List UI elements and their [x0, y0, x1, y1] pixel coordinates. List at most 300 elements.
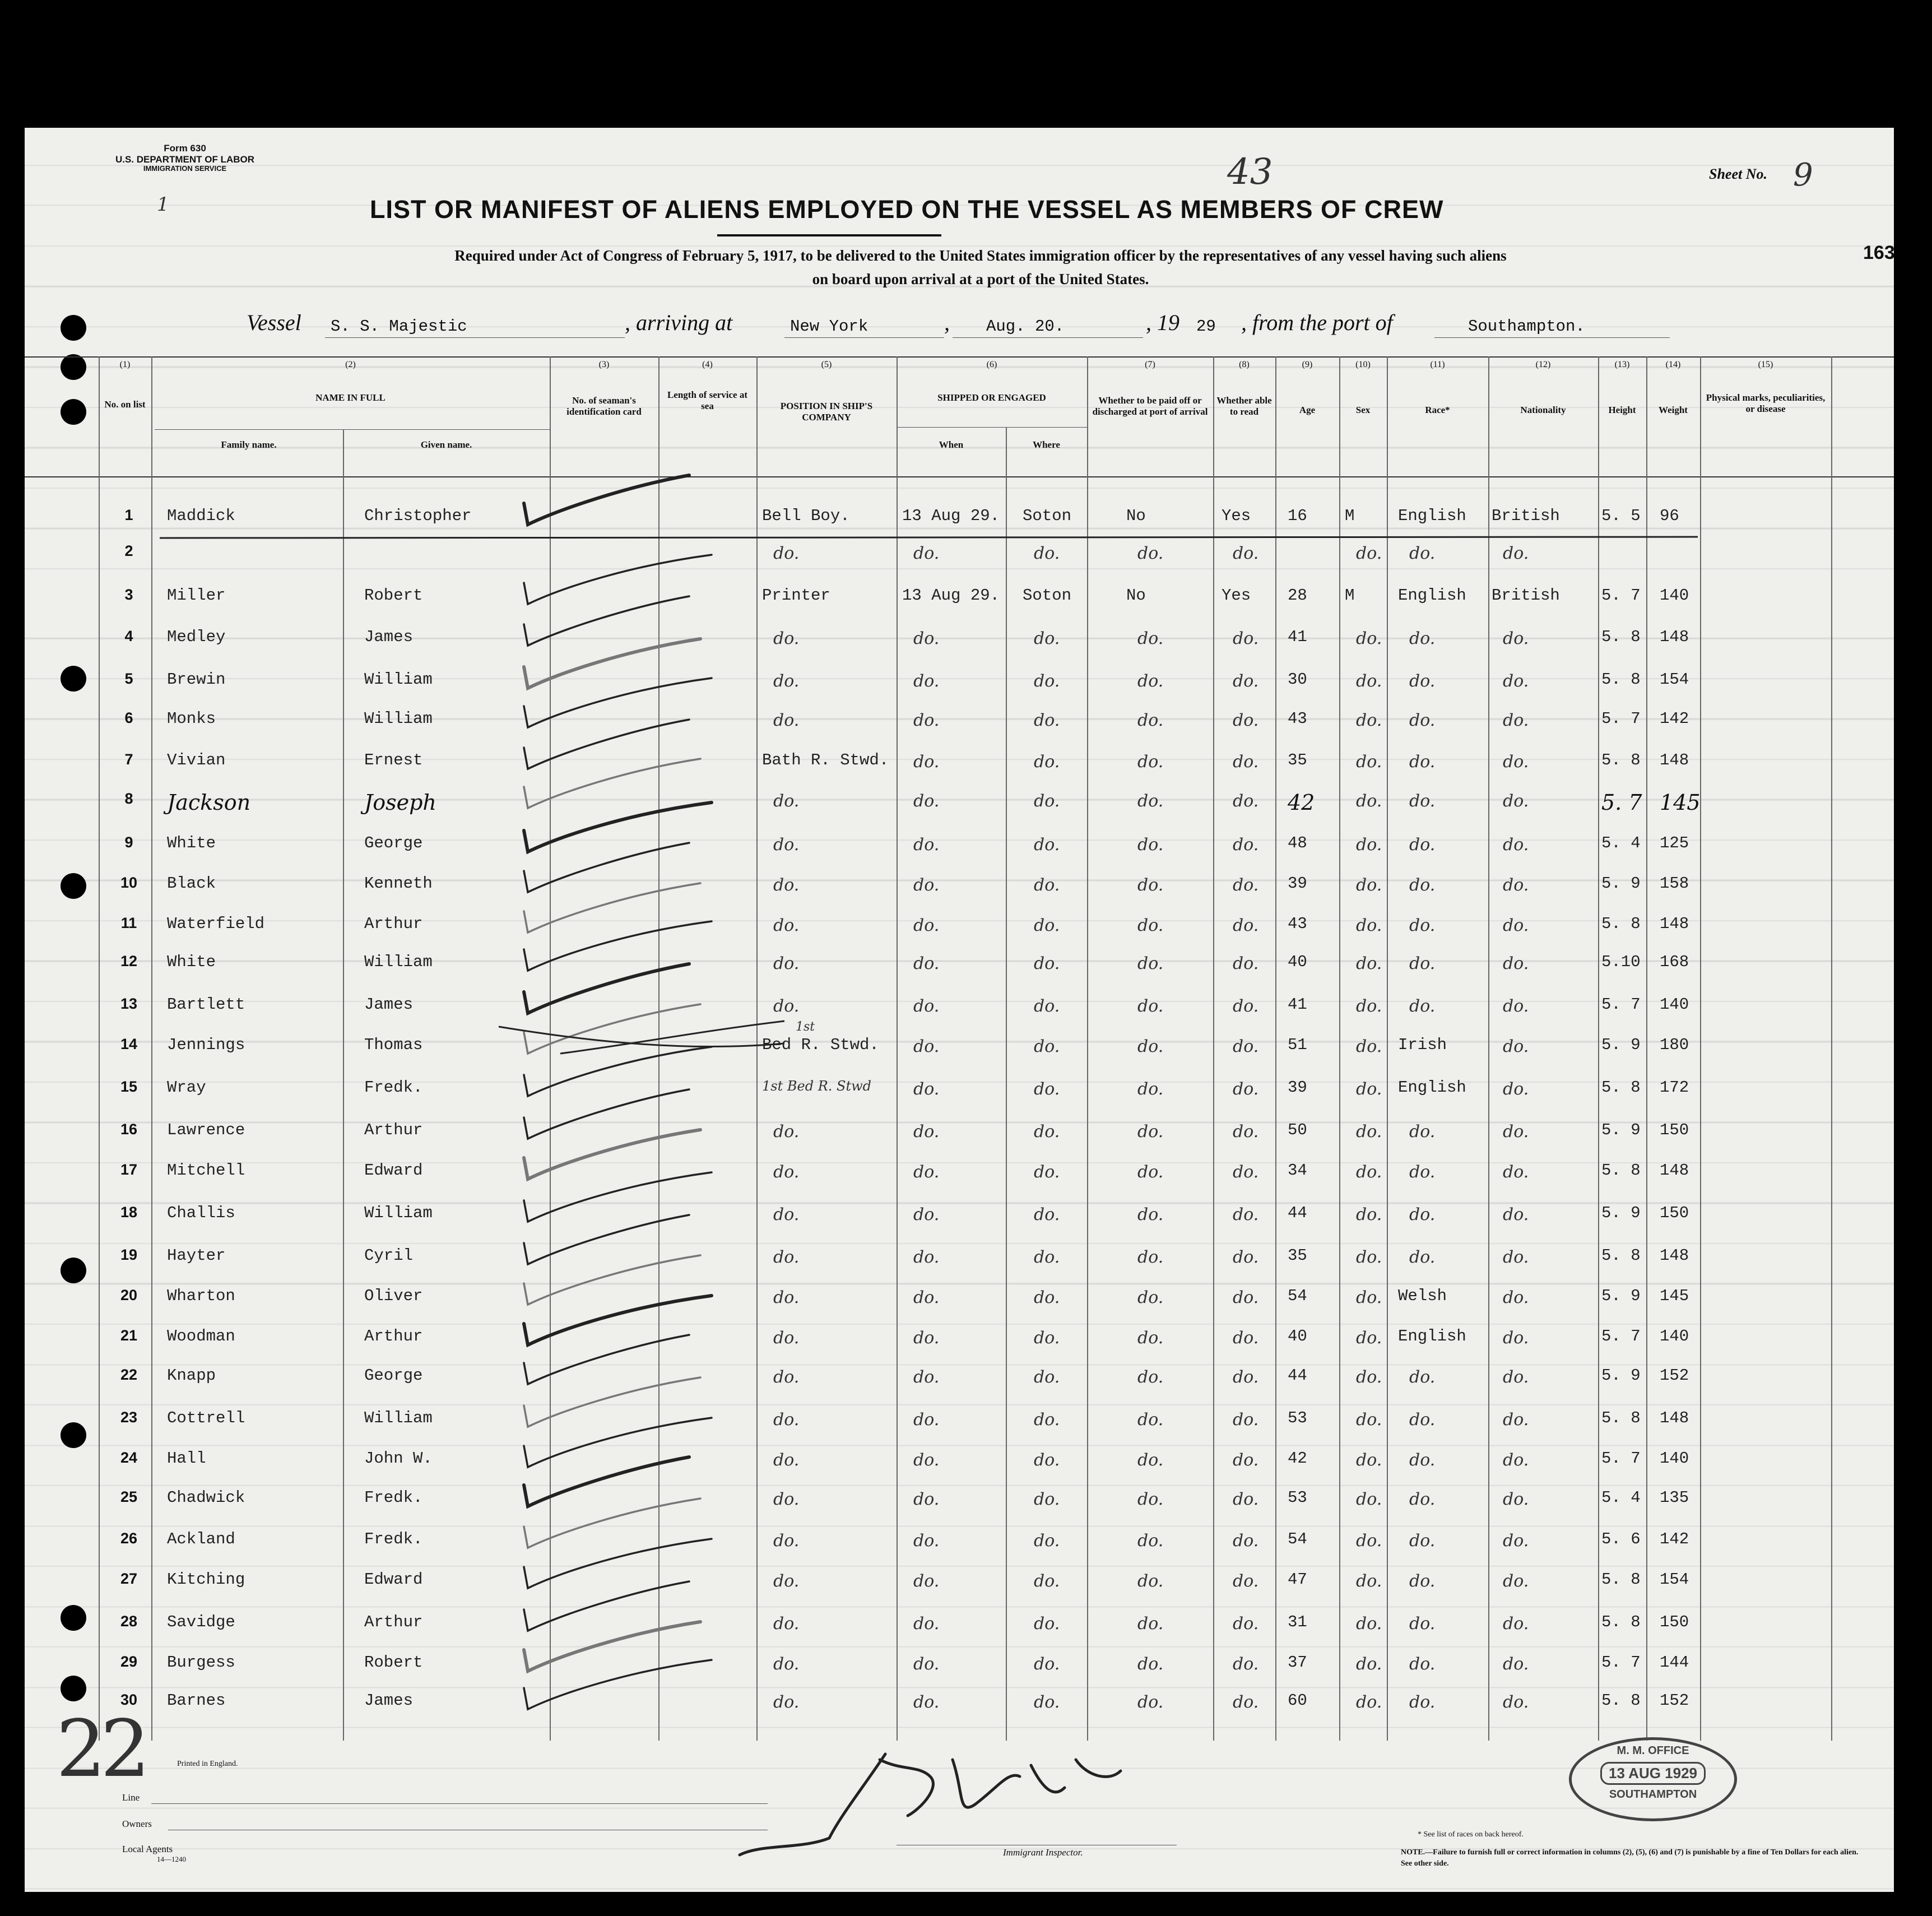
cell-given: George [364, 834, 423, 852]
cell-when: 13 Aug 29. [902, 586, 1000, 605]
row-number: 26 [120, 1530, 138, 1547]
cell-height: 5. 8 [1601, 1613, 1641, 1631]
check-mark [524, 1130, 700, 1179]
stamp-top: M. M. OFFICE [1617, 1745, 1689, 1757]
cell-age: 53 [1288, 1488, 1307, 1507]
cell-where: do. [1034, 954, 1060, 973]
cell-family: Cottrell [167, 1409, 245, 1427]
cell-where: do. [1034, 791, 1060, 811]
row-number: 28 [120, 1613, 138, 1630]
cell-given: Kenneth [364, 874, 433, 893]
check-mark [524, 883, 700, 933]
column-number: (2) [345, 360, 356, 369]
cell-sex: do. [1356, 629, 1382, 648]
cell-position: do. [773, 1247, 800, 1267]
cell-sex: do. [1356, 1654, 1382, 1674]
cell-where: do. [1034, 1692, 1060, 1712]
cell-position: Bath R. Stwd. [762, 751, 889, 769]
arrival-port: New York [790, 317, 869, 336]
column-number: (3) [598, 360, 610, 369]
row-number: 24 [120, 1449, 138, 1466]
cell-where: do. [1034, 1571, 1060, 1591]
subtitle-line-1: Required under Act of Congress of February 5, 1917, to be delivered to the United States immigration officer by the representatives of any vessel having such aliens [454, 247, 1507, 264]
cell-where: do. [1034, 1614, 1060, 1634]
cell-family: Wray [167, 1078, 206, 1097]
cell-family: Mitchell [167, 1161, 245, 1180]
row-number: 6 [124, 709, 133, 726]
cell-age: 35 [1288, 1246, 1307, 1265]
cell-nationality: do. [1503, 1692, 1529, 1712]
column-header: NAME IN FULL [315, 392, 386, 403]
cell-sex: do. [1356, 1247, 1382, 1267]
cell-height: 5. 8 [1601, 1691, 1641, 1710]
cell-read: do. [1233, 1410, 1259, 1430]
cell-nationality: do. [1503, 1367, 1529, 1387]
cell-sex: do. [1356, 1571, 1382, 1591]
voyage-line: Vessel S. S. Majestic , arriving at New York , Aug. 20. , 19 29 , from the port of Southampton. [0, 309, 1932, 343]
cell-age: 47 [1288, 1570, 1307, 1589]
cell-when: do. [913, 1037, 940, 1056]
cell-when: do. [913, 752, 940, 772]
cell-sex: do. [1356, 1367, 1382, 1387]
check-mark [524, 1215, 689, 1264]
cell-weight: 148 [1660, 915, 1689, 933]
cell-given: Joseph [364, 790, 436, 815]
cell-race: English [1398, 1327, 1466, 1346]
penalty-note: NOTE.—Failure to furnish full or correct information in columns (2), (5), (6) and (7) is punishable by a fine of Ten Dollars for each alien. See other side. [1401, 1848, 1859, 1868]
inspector-signature [717, 1704, 1165, 1861]
column-header: SHIPPED OR ENGAGED [937, 392, 1046, 403]
cell-when: do. [913, 1490, 940, 1509]
cell-height: 5. 7 [1601, 1653, 1641, 1672]
cell-height: 5. 7 [1601, 995, 1641, 1014]
cell-weight: 148 [1660, 628, 1689, 646]
printed-note: Printed in England. [177, 1760, 238, 1768]
cell-sex: do. [1356, 1079, 1382, 1099]
cell-given: Thomas [364, 1036, 423, 1054]
cell-height: 5. 8 [1601, 628, 1641, 646]
cell-where: Soton [1023, 507, 1072, 525]
cell-age: 43 [1288, 915, 1307, 933]
cell-height: 5. 7 [1601, 1327, 1641, 1346]
cell-weight: 140 [1660, 586, 1689, 605]
cell-position: do. [773, 835, 800, 855]
cell-sex: do. [1356, 1122, 1382, 1142]
cell-given: Cyril [364, 1246, 414, 1265]
cell-read: do. [1233, 996, 1259, 1016]
cell-nationality: do. [1503, 875, 1529, 895]
column-number: (11) [1430, 360, 1445, 369]
cell-weight: 152 [1660, 1366, 1689, 1385]
cell-nationality: do. [1503, 1531, 1529, 1551]
cell-race: English [1398, 1078, 1466, 1097]
cell-race: do. [1409, 1531, 1436, 1551]
cell-nationality: do. [1503, 1410, 1529, 1430]
cell-weight: 144 [1660, 1653, 1689, 1672]
column-number: (5) [821, 360, 832, 369]
cell-race: do. [1409, 711, 1436, 730]
row-number: 10 [120, 874, 138, 891]
form-number: Form 630 [164, 143, 206, 154]
check-mark [524, 759, 700, 808]
cell-when: do. [913, 1450, 940, 1470]
cell-where: do. [1034, 1654, 1060, 1674]
cell-given: Ernest [364, 751, 423, 769]
cell-paid-off: do. [1137, 1122, 1164, 1142]
cell-nationality: do. [1503, 791, 1529, 811]
check-mark [524, 1047, 712, 1096]
cell-age: 35 [1288, 751, 1307, 769]
row-number: 5 [124, 670, 133, 687]
cell-nationality: do. [1503, 1037, 1529, 1056]
cell-age: 43 [1288, 709, 1307, 728]
check-mark [524, 1499, 700, 1548]
cell-when: do. [913, 1205, 940, 1224]
cell-race: do. [1409, 1247, 1436, 1267]
cell-weight: 152 [1660, 1691, 1689, 1710]
arrival-year: 29 [1196, 317, 1216, 336]
cell-position: do. [773, 1205, 800, 1224]
check-mark [524, 639, 700, 688]
cell-weight: 96 [1660, 507, 1679, 525]
cell-where: do. [1034, 752, 1060, 772]
cell-race: do. [1409, 1162, 1436, 1182]
cell-height: 5. 8 [1601, 1570, 1641, 1589]
cell-race: Welsh [1398, 1287, 1447, 1305]
cell-weight: 180 [1660, 1036, 1689, 1054]
cell-age: 60 [1288, 1691, 1307, 1710]
cell-sex: do. [1356, 671, 1382, 691]
column-header: Height [1608, 405, 1636, 415]
departure-port: Southampton. [1468, 317, 1585, 336]
cell-when: do. [913, 1328, 940, 1348]
cell-height: 5. 9 [1601, 1036, 1641, 1054]
cell-paid-off: do. [1137, 875, 1164, 895]
cell-read: do. [1233, 1205, 1259, 1224]
cell-paid-off: do. [1137, 752, 1164, 772]
year-prefix: , 19 [1146, 310, 1179, 335]
cell-read: do. [1233, 1367, 1259, 1387]
cell-given: Robert [364, 586, 423, 605]
cell-read: do. [1233, 1571, 1259, 1591]
check-mark [524, 1255, 700, 1305]
cell-weight: 135 [1660, 1488, 1689, 1507]
cell-height: 5. 9 [1601, 1121, 1641, 1139]
cell-position: do. [773, 1692, 800, 1712]
row-number: 8 [124, 790, 133, 807]
cell-given: Christopher [364, 507, 472, 525]
cell-race: do. [1409, 1490, 1436, 1509]
cell-family: Black [167, 874, 216, 893]
cell-weight: 142 [1660, 1530, 1689, 1548]
cell-race: do. [1409, 1571, 1436, 1591]
cell-paid-off: do. [1137, 1247, 1164, 1267]
cell-sex: do. [1356, 1328, 1382, 1348]
cell-age: 53 [1288, 1409, 1307, 1427]
cell-when: do. [913, 1614, 940, 1634]
cell-where: do. [1034, 629, 1060, 648]
corner-mark: 1 [157, 193, 169, 216]
vessel-name: S. S. Majestic [331, 317, 467, 336]
cell-height: 5. 9 [1601, 874, 1641, 893]
cell-when: do. [913, 1571, 940, 1591]
cell-height: 5. 5 [1601, 507, 1641, 525]
cell-nationality: do. [1503, 1205, 1529, 1224]
cell-where: do. [1034, 996, 1060, 1016]
cell-sex: M [1345, 586, 1355, 605]
cell-family: Jennings [167, 1036, 245, 1054]
cell-sex: do. [1356, 875, 1382, 895]
cell-age: 54 [1288, 1287, 1307, 1305]
cell-position: do. [773, 711, 800, 730]
cell-age: 40 [1288, 953, 1307, 971]
cell-when: do. [913, 1410, 940, 1430]
check-mark [524, 1377, 700, 1427]
column-number: (4) [702, 360, 713, 369]
cell-weight: 145 [1660, 1287, 1689, 1305]
page-title: LIST OR MANIFEST OF ALIENS EMPLOYED ON THE VESSEL AS MEMBERS OF CREW [370, 195, 1444, 224]
cell-where: do. [1034, 1288, 1060, 1307]
row-number: 1 [124, 507, 133, 523]
cell-nationality: do. [1503, 1247, 1529, 1267]
cell-age: 51 [1288, 1036, 1307, 1054]
cell-where: do. [1034, 1531, 1060, 1551]
cell-where: do. [1034, 1079, 1060, 1099]
cell-race: do. [1409, 1450, 1436, 1470]
strike-line [499, 1027, 784, 1047]
cell-age: 41 [1288, 628, 1307, 646]
cell-when: do. [913, 711, 940, 730]
cell-where: do. [1034, 1205, 1060, 1224]
cell-paid-off: do. [1137, 1614, 1164, 1634]
cell-age: 42 [1288, 1449, 1307, 1468]
cell-age: 50 [1288, 1121, 1307, 1139]
cell-when: do. [913, 1367, 940, 1387]
check-mark [524, 1581, 689, 1631]
cell-family: Knapp [167, 1366, 216, 1385]
cell-sex: do. [1356, 835, 1382, 855]
cell-paid-off: do. [1137, 835, 1164, 855]
cell-family: Wharton [167, 1287, 235, 1305]
stamp-date: 13 AUG 1929 [1600, 1762, 1706, 1785]
cell-given: William [364, 670, 433, 689]
column-header: Sex [1355, 405, 1371, 415]
cell-age: 48 [1288, 834, 1307, 852]
cell-age: 31 [1288, 1613, 1307, 1631]
column-header: Whether able to read [1216, 395, 1272, 417]
department-name: U.S. DEPARTMENT OF LABOR [115, 154, 255, 165]
cell-height: 5. 9 [1601, 1366, 1641, 1385]
cell-height: 5. 4 [1601, 834, 1641, 852]
cell-position: do. [773, 1571, 800, 1591]
cell-position: do. [773, 996, 800, 1016]
cell-given: James [364, 628, 414, 646]
cell-family: Burgess [167, 1653, 235, 1672]
cell-family: Ackland [167, 1530, 235, 1548]
cell-height: 5. 8 [1601, 1078, 1641, 1097]
cell-nationality: British [1492, 507, 1560, 525]
cell-paid-off: do. [1137, 1367, 1164, 1387]
cell-read: do. [1233, 1247, 1259, 1267]
column-number: (1) [119, 360, 131, 369]
cell-family: Vivian [167, 751, 226, 769]
cell-race: do. [1409, 1614, 1436, 1634]
cell-read: do. [1233, 1531, 1259, 1551]
row-number: 18 [120, 1204, 138, 1221]
cell-family: Medley [167, 628, 226, 646]
agents-label: Local Agents [122, 1844, 173, 1854]
cell-family: Monks [167, 709, 216, 728]
cell-read: do. [1233, 1490, 1259, 1509]
owners-label: Owners [122, 1818, 152, 1829]
cell-position: do. [773, 629, 800, 648]
column-number: (9) [1302, 360, 1313, 369]
row-number: 19 [120, 1246, 138, 1263]
cell-given: William [364, 1204, 433, 1222]
cell-where: do. [1034, 1490, 1060, 1509]
cell-position: do. [773, 875, 800, 895]
cell-where: do. [1034, 671, 1060, 691]
edge-number: 163 [1863, 242, 1895, 263]
cell-read: do. [1233, 1079, 1259, 1099]
cell-given: Arthur [364, 1613, 423, 1631]
row-number: 23 [120, 1409, 138, 1426]
cell-read: Yes [1222, 586, 1251, 605]
check-mark [524, 1539, 712, 1588]
cell-age: 39 [1288, 1078, 1307, 1097]
cell-family: Bartlett [167, 995, 245, 1014]
check-mark [524, 1296, 712, 1345]
form-code: 14—1240 [157, 1855, 186, 1863]
cell-position: do. [773, 954, 800, 973]
cell-family: Challis [167, 1204, 235, 1222]
cell-where: do. [1034, 1037, 1060, 1056]
cell-paid-off: do. [1137, 1328, 1164, 1348]
cell-race: do. [1409, 1410, 1436, 1430]
cell-height: 5. 4 [1601, 1488, 1641, 1507]
cell-sex: do. [1356, 1490, 1382, 1509]
cell-nationality: do. [1503, 671, 1529, 691]
row-number: 22 [120, 1366, 138, 1383]
cell-nationality: do. [1503, 629, 1529, 648]
cell-weight: 158 [1660, 874, 1689, 893]
cell-nationality: do. [1503, 1450, 1529, 1470]
handwritten-number: 43 [1227, 151, 1273, 193]
cell-read: do. [1233, 1654, 1259, 1674]
cell-family: White [167, 834, 216, 852]
column-header: Age [1299, 405, 1316, 415]
cell-race: English [1398, 507, 1466, 525]
cell-when: do. [913, 1247, 940, 1267]
check-mark [524, 1335, 689, 1384]
cell-paid-off: do. [1137, 954, 1164, 973]
cell-position: Printer [762, 586, 830, 605]
cell-sex: do. [1356, 711, 1382, 730]
cell-given: George [364, 1366, 423, 1385]
cell-read: do. [1233, 1162, 1259, 1182]
column-subheader: Given name. [420, 439, 472, 450]
cell-family: White [167, 953, 216, 971]
cell-sex: do. [1356, 791, 1382, 811]
cell-age: 28 [1288, 586, 1307, 605]
cell-nationality: do. [1503, 916, 1529, 935]
cell-position: do. [773, 1654, 800, 1674]
column-header: No. of seaman's identification card [566, 395, 642, 417]
cell-paid-off: do. [1137, 671, 1164, 691]
cell-nationality: do. [1503, 1490, 1529, 1509]
cell-when: do. [913, 629, 940, 648]
column-number: (7) [1145, 360, 1155, 369]
cell-position: do. [773, 1410, 800, 1430]
check-mark [524, 1172, 712, 1222]
cell-position: do. [773, 1450, 800, 1470]
cell-given: William [364, 1409, 433, 1427]
cell-height: 5. 8 [1601, 751, 1641, 769]
cell-position: do. [773, 791, 800, 811]
row-number: 29 [120, 1653, 138, 1670]
column-subheader: Where [1033, 439, 1060, 450]
cell-position: do. [773, 1122, 800, 1142]
cell-given: John W. [364, 1449, 433, 1468]
cell-height: 5. 9 [1601, 1287, 1641, 1305]
cell-age: 42 [1288, 790, 1315, 815]
cell-age: 54 [1288, 1530, 1307, 1548]
cell-where: do. [1034, 1367, 1060, 1387]
cell-race: do. [1409, 752, 1436, 772]
cell-family: Lawrence [167, 1121, 245, 1139]
cell-paid-off: do. [1137, 916, 1164, 935]
row-number: 7 [124, 751, 133, 768]
cell-weight: 125 [1660, 834, 1689, 852]
cell-when: do. [913, 544, 940, 563]
cell-given: Arthur [364, 1327, 423, 1346]
arriving-label: , arriving at [625, 310, 733, 335]
cell-sex: do. [1356, 752, 1382, 772]
check-mark [524, 843, 689, 892]
cell-read: do. [1233, 752, 1259, 772]
row-number: 4 [124, 628, 133, 644]
cell-paid-off: do. [1137, 1079, 1164, 1099]
cell-weight: 150 [1660, 1204, 1689, 1222]
cell-sex: do. [1356, 544, 1382, 563]
cell-where: do. [1034, 1162, 1060, 1182]
cell-weight: 148 [1660, 751, 1689, 769]
cell-paid-off: do. [1137, 996, 1164, 1016]
cell-sex: do. [1356, 1037, 1382, 1056]
cell-where: do. [1034, 1122, 1060, 1142]
line-label: Line [122, 1792, 140, 1803]
cell-given: Oliver [364, 1287, 423, 1305]
subtitle-line-2: on board upon arrival at a port of the United States. [812, 270, 1149, 287]
cell-nationality: do. [1503, 1571, 1529, 1591]
check-mark [524, 475, 689, 525]
cell-sex: do. [1356, 1288, 1382, 1307]
cell-where: do. [1034, 711, 1060, 730]
cell-height: 5. 7 [1601, 586, 1641, 605]
cell-height: 5. 9 [1601, 1204, 1641, 1222]
cell-given: Arthur [364, 1121, 423, 1139]
cell-read: do. [1233, 671, 1259, 691]
cell-weight: 148 [1660, 1409, 1689, 1427]
cell-where: do. [1034, 1450, 1060, 1470]
cell-paid-off: do. [1137, 629, 1164, 648]
column-number: (14) [1665, 360, 1681, 369]
cell-race: do. [1409, 791, 1436, 811]
sheet-number: 9 [1793, 157, 1813, 193]
cell-when: do. [913, 1531, 940, 1551]
cell-read: do. [1233, 791, 1259, 811]
cell-family: Maddick [167, 507, 235, 525]
